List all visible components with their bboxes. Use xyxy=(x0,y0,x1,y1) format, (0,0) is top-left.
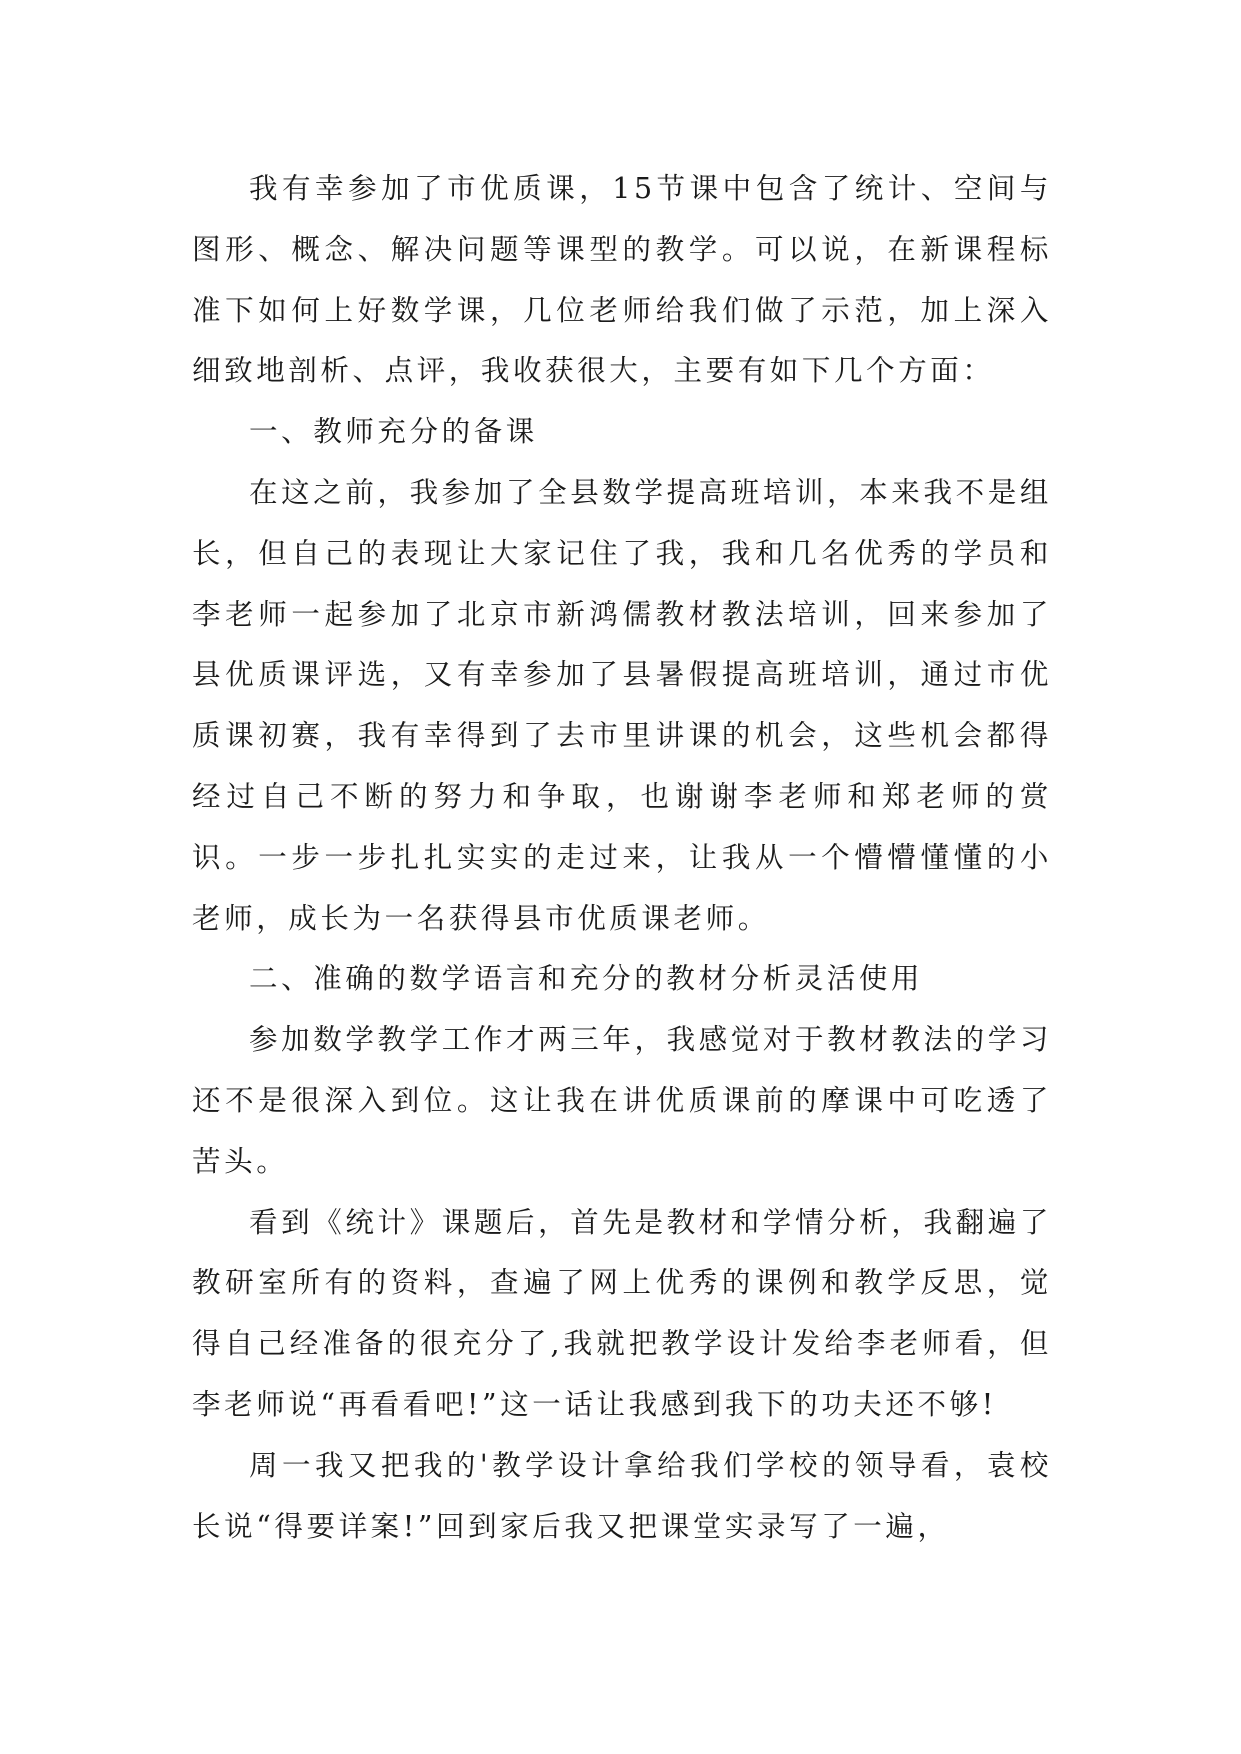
body-paragraph: 参加数学教学工作才两三年，我感觉对于教材教法的学习还不是很深入到位。这让我在讲优质课前的摩课中可吃透了苦头。 xyxy=(192,1023,1052,1178)
document-body xyxy=(192,159,1052,1557)
body-paragraph: 看到《统计》课题后，首先是教材和学情分析，我翻遍了教研室所有的资料，查遍了网上优秀的课例和教学反思，觉得自己经准备的很充分了,我就把教学设计发给李老师看，但李老师说“再看看吧!”这一话让我感到我下的功夫还不够! xyxy=(192,1205,1052,1421)
body-paragraph: 在这之前，我参加了全县数学提高班培训，本来我不是组长，但自己的表现让大家记住了我，我和几名优秀的学员和李老师一起参加了北京市新鸿儒教材教法培训，回来参加了县优质课评选，又有幸参加了县暑假提高班培训，通过市优质课初赛，我有幸得到了去市里讲课的机会，这些机会都得经过自己不断的努力和争取，也谢谢李老师和郑老师的赏识。一步一步扎扎实实的走过来，让我从一个懵懵懂懂的小老师，成长为一名获得县市优质课老师。 xyxy=(192,475,1052,935)
section-heading-1: 一、教师充分的备课 xyxy=(249,415,538,449)
section-heading-2: 二、准确的数学语言和充分的教材分析灵活使用 xyxy=(249,962,924,996)
body-paragraph: 周一我又把我的'教学设计拿给我们学校的领导看，袁校长说“得要详案!”回到家后我又把课堂实录写了一遍， xyxy=(192,1448,1052,1543)
intro-paragraph: 我有幸参加了市优质课，15节课中包含了统计、空间与图形、概念、解决问题等课型的教学。可以说，在新课程标准下如何上好数学课，几位老师给我们做了示范，加上深入细致地剖析、点评，我收获很大，主要有如下几个方面： xyxy=(192,172,1052,388)
